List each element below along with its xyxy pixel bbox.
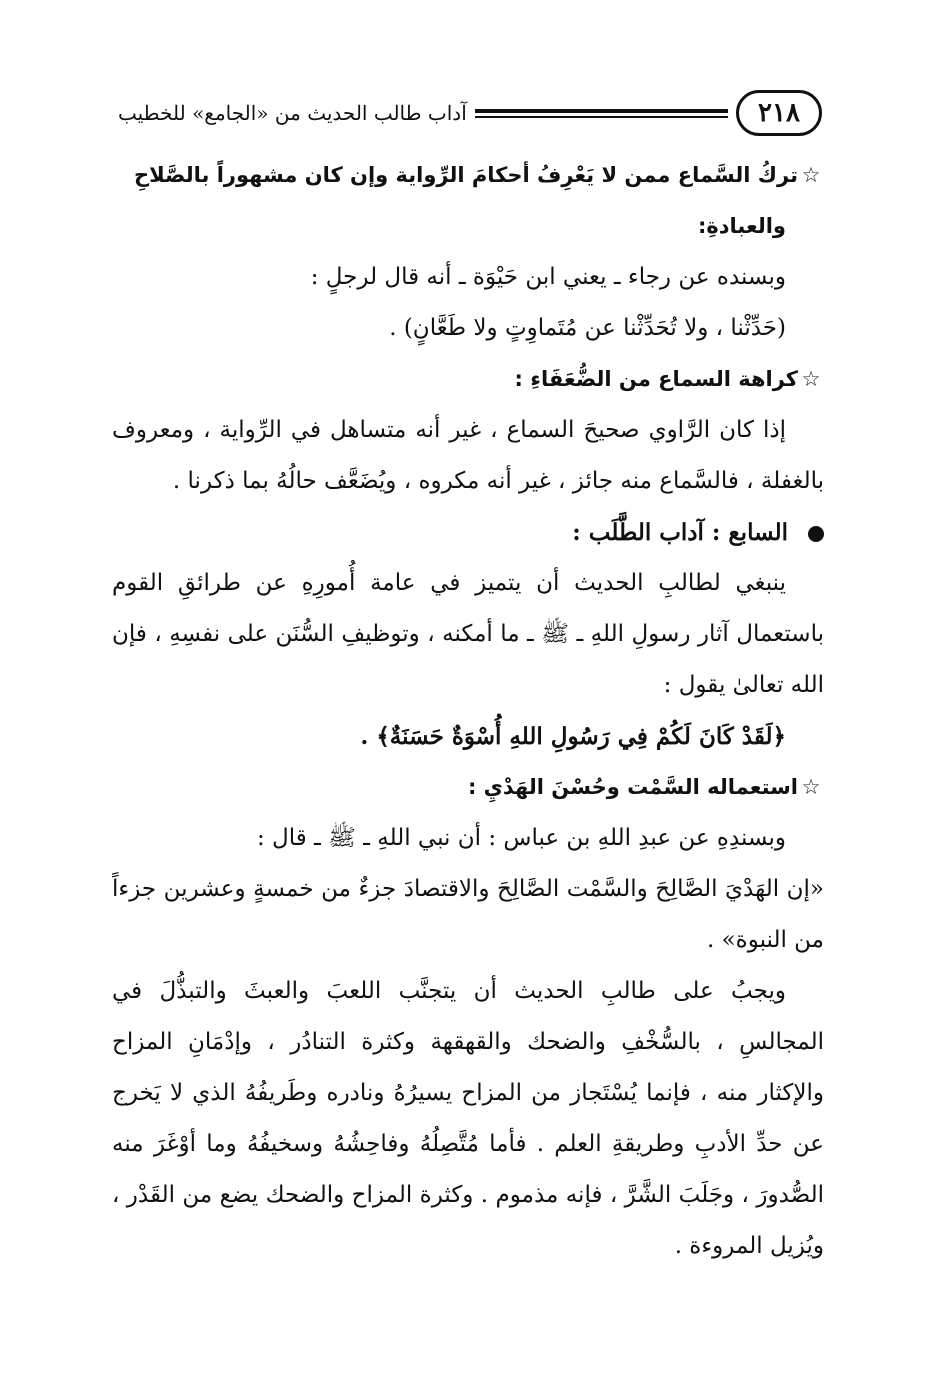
quran-verse: ﴿لَقَدْ كَانَ لَكُمْ فِي رَسُولِ اللهِ أُسْوَةٌ حَسَنَةٌ﴾ .	[360, 723, 786, 750]
running-title: آداب طالب الحديث من «الجامع» للخطيب	[118, 101, 467, 125]
paragraph-4: ينبغي لطالبِ الحديث أن يتميز في عامة أُمورِهِ عن طرائقِ القوم باستعمال آثار رسولِ اللهِ ـ ﷺ ـ ما أمكنه ، وتوظيفِ السُّنَن على نفسِهِ ، فإن الله تعالىٰ يقول :	[112, 570, 824, 698]
paragraph-2: (حَدِّثْنا ، ولا تُحَدِّثْنا عن مُتَماوِتٍ ولا طَعَّانٍ) .	[389, 315, 786, 341]
header-rule	[475, 109, 728, 118]
paragraph-3: إذا كان الرَّاوي صحيحَ السماع ، غير أنه متساهل في الرِّواية ، ومعروف بالغفلة ، فالسَّماع منه جائز ، غير أنه مكروه ، ويُضَعَّف حالُهُ بما ذكرنا .	[112, 417, 824, 494]
heading-1	[112, 150, 824, 201]
bullet-icon	[808, 526, 824, 542]
paragraph-6: «إن الهَدْيَ الصَّالِحَ والسَّمْت الصَّالِحَ والاقتصادَ جزءٌ من خمسةٍ وعشرين جزءاً من النبوة» .	[112, 876, 824, 953]
paragraph-1: وبسنده عن رجاء ـ يعني ابن حَيْوَة ـ أنه قال لرجلٍ :	[310, 264, 786, 290]
star-icon: ☆	[801, 367, 821, 391]
page-header	[118, 88, 822, 138]
heading-2	[112, 354, 824, 405]
heading-1-line1: تركُ السَّماع ممن لا يَعْرِفُ أحكامَ الرِّواية وإن كان مشهوراً بالصَّلاحِ	[133, 163, 798, 187]
page-content	[112, 150, 824, 1272]
heading-3-text: استعماله السَّمْت وحُسْنَ الهَدْيِ :	[467, 775, 798, 799]
star-icon: ☆	[801, 163, 821, 187]
heading-2-text: كراهة السماع من الضُّعَفَاءِ :	[514, 367, 798, 391]
page-number: ٢١٨	[736, 90, 822, 136]
section-heading	[112, 507, 824, 558]
paragraph-5: وبسندِهِ عن عبدِ اللهِ بن عباس : أن نبي اللهِ ـ ﷺ ـ قال :	[256, 825, 786, 851]
heading-1-line2: والعبادةِ:	[697, 214, 786, 238]
paragraph-7: ويجبُ على طالبِ الحديث أن يتجنَّب اللعبَ والعبثَ والتبذُّلَ في المجالسِ ، بالسُّخْفِ والضحك والقهقهة وكثرة التنادُر ، وإدْمَانِ المزاح والإكثار منه ، فإنما يُسْتَجاز من المزاح يسيرُهُ ونادره وطَريفُهُ الذي لا يَخرج عن حدِّ الأدبِ وطريقةِ العلم . فأما مُتَّصِلُهُ وفاحِشُهُ وسخيفُهُ وما أوْغَرَ منه الصُّدورَ ، وجَلَبَ الشَّرَّ ، فإنه مذموم . وكثرة المزاح والضحك يضع من القَدْر ، ويُزيل المروءة .	[112, 978, 824, 1259]
section-heading-text: السابع : آداب الطَّلَب :	[572, 519, 788, 546]
star-icon: ☆	[801, 775, 821, 799]
heading-3	[112, 762, 824, 813]
